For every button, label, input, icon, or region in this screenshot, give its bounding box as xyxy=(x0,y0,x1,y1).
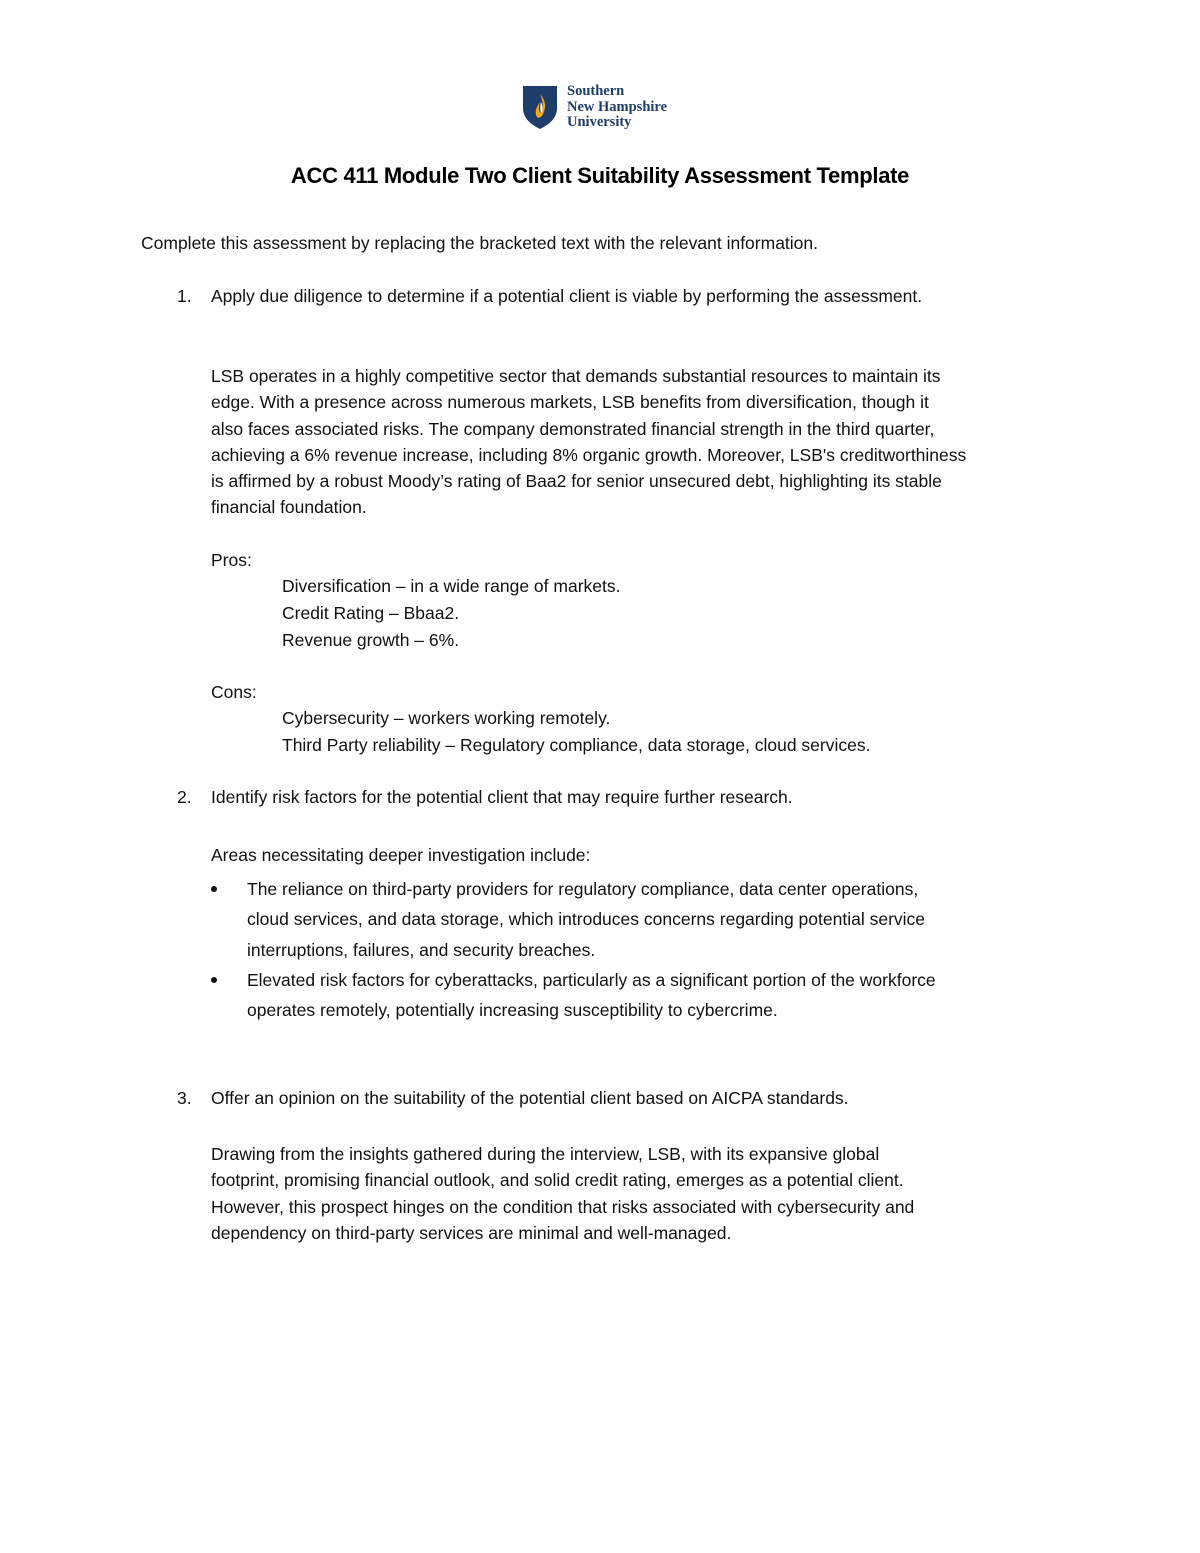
bullet-line: The reliance on third-party providers for regulatory compliance, data center operations, xyxy=(247,879,919,899)
cons-label: Cons: xyxy=(211,682,257,702)
answer-line: LSB operates in a highly competitive sector that demands substantial resources to maintain its xyxy=(211,366,941,386)
question-2-intro: Areas necessitating deeper investigation include: xyxy=(211,845,591,865)
bullet-line: cloud services, and data storage, which introduces concerns regarding potential service xyxy=(247,909,926,930)
instructions: Complete this assessment by replacing the bracketed text with the relevant information. xyxy=(141,233,819,253)
answer-line: financial foundation. xyxy=(211,497,367,518)
shield-flame-icon xyxy=(521,84,561,130)
question-1-answer xyxy=(211,363,1071,521)
bullet-line: interruptions, failures, and security breaches. xyxy=(247,939,596,960)
answer-line: achieving a 6% revenue increase, including 8% organic growth. Moreover, LSB's creditworthiness xyxy=(211,444,967,465)
question-1 xyxy=(177,286,922,307)
bullet-icon xyxy=(211,886,217,892)
pros-item: Diversification – in a wide range of markets. xyxy=(282,576,621,596)
question-3 xyxy=(177,1088,849,1109)
cons-item: Cybersecurity – workers working remotely. xyxy=(282,708,611,728)
question-1-number: 1. xyxy=(177,286,192,306)
pros-item: Credit Rating – Bbaa2. xyxy=(282,603,460,623)
logo-line-3: University xyxy=(567,114,632,130)
question-2-number: 2. xyxy=(177,787,192,807)
question-2 xyxy=(177,787,793,808)
answer-line: also faces associated risks. The company demonstrated financial strength in the third quarter, xyxy=(211,418,935,439)
answer-line: Drawing from the insights gathered during the interview, LSB, with its expansive global xyxy=(211,1144,880,1164)
risk-bullet-list xyxy=(211,874,1091,1025)
question-2-prompt: Identify risk factors for the potential client that may require further research. xyxy=(211,787,793,807)
list-item xyxy=(211,874,1091,965)
pros-item: Revenue growth – 6%. xyxy=(282,630,460,650)
bullet-icon xyxy=(211,977,217,983)
question-3-prompt: Offer an opinion on the suitability of the potential client based on AICPA standards. xyxy=(211,1088,849,1108)
answer-line: However, this prospect hinges on the condition that risks associated with cybersecurity and xyxy=(211,1196,915,1217)
bullet-line: operates remotely, potentially increasing susceptibility to cybercrime. xyxy=(247,1000,778,1021)
document-title: ACC 411 Module Two Client Suitability Assessment Template xyxy=(290,163,910,188)
logo-line-1: Southern xyxy=(567,83,625,99)
cons-item: Third Party reliability – Regulatory compliance, data storage, cloud services. xyxy=(282,735,871,755)
logo-line-2: New Hampshire xyxy=(567,98,668,115)
list-item xyxy=(211,965,1091,1026)
answer-line: edge. With a presence across numerous markets, LSB benefits from diversification, though it xyxy=(211,392,929,413)
logo-wordmark xyxy=(567,84,667,131)
question-3-answer xyxy=(211,1141,1071,1246)
snhu-logo xyxy=(521,84,691,134)
question-1-prompt: Apply due diligence to determine if a potential client is viable by performing the assessment. xyxy=(211,286,923,306)
answer-line: is affirmed by a robust Moody’s rating of Baa2 for senior unsecured debt, highlighting its stable xyxy=(211,471,942,492)
bullet-line: Elevated risk factors for cyberattacks, particularly as a significant portion of the workforce xyxy=(247,969,936,990)
answer-line: footprint, promising financial outlook, and solid credit rating, emerges as a potential client. xyxy=(211,1170,904,1191)
pros-label: Pros: xyxy=(211,550,252,570)
question-3-number: 3. xyxy=(177,1088,192,1108)
answer-line: dependency on third-party services are minimal and well-managed. xyxy=(211,1222,732,1243)
